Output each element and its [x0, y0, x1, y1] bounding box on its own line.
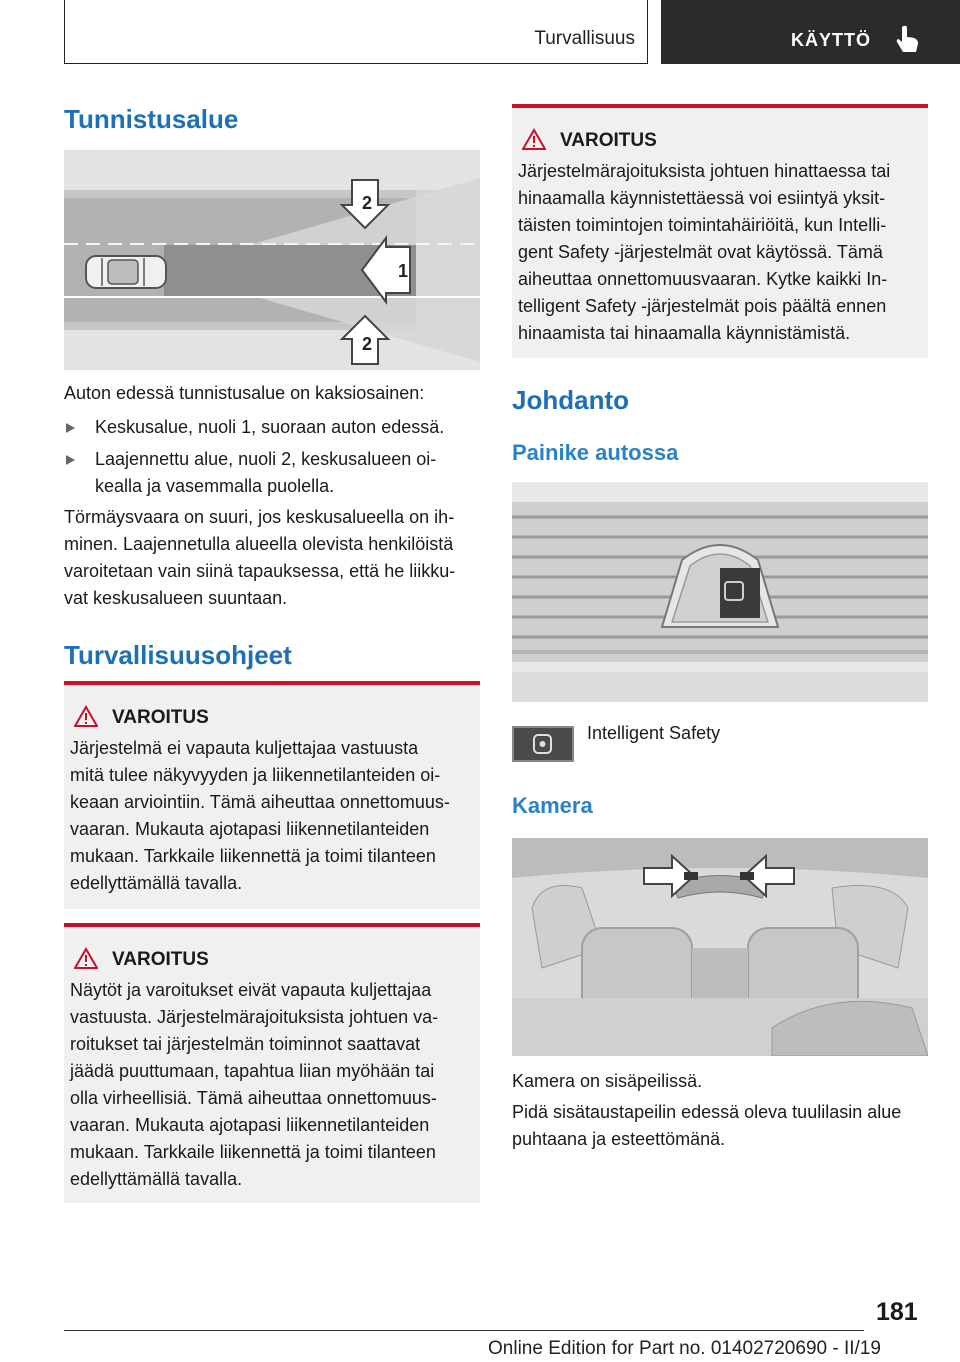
detection-area-diagram	[64, 150, 480, 370]
camera-text-1: Kamera on sisäpeilissä.	[512, 1071, 703, 1091]
warning-triangle-icon	[74, 705, 98, 727]
detection-area-figure	[64, 150, 480, 370]
detection-intro: Auton edessä tunnistusalue on kaksiosainen:	[64, 383, 425, 403]
camera-text-2: Pidä sisätaustapeilin edessä oleva tuulilasin alue puhtaana ja esteettömänä.	[512, 1102, 902, 1149]
footer-edition: Online Edition for Part no. 01402720690 - II/19	[488, 1338, 881, 1359]
camera-figure	[512, 838, 928, 1056]
page-number: 181	[876, 1298, 918, 1326]
warning-title: VAROITUS	[112, 949, 209, 970]
intelligent-safety-button-icon	[512, 726, 574, 762]
subtitle-camera: Kamera	[512, 793, 593, 818]
list-item: Keskusalue, nuoli 1, suoraan auton edessä.	[66, 414, 480, 441]
warning-title: VAROITUS	[112, 707, 209, 728]
arrow-label-center: 1	[397, 261, 409, 281]
button-in-car-figure	[512, 482, 928, 702]
warning-text: Järjestelmä ei vapauta kuljettajaa vastuusta mitä tulee näkyvyyden ja liikennetilanteiden oi- keaan arviointiin. Tämä aiheuttaa onnettomuus- vaaran. Mukauta ajotapasi liikennetilanteiden mukaan. Tarkkaile liikennettä ja toimi tilanteen edellyttämällä tavalla.	[70, 738, 450, 893]
section-title-safety: Turvallisuusohjeet	[64, 640, 292, 670]
warning-triangle-icon	[522, 128, 546, 150]
button-label: Intelligent Safety	[587, 723, 721, 743]
arrow-label-bottom: 2	[361, 334, 373, 354]
header-section-title: Turvallisuus	[534, 28, 635, 49]
bullet-triangle-icon	[66, 455, 75, 465]
section-title-detection: Tunnistusalue	[64, 104, 239, 134]
warning-box-1	[64, 681, 480, 909]
header-chapter-box	[661, 0, 960, 64]
warning-triangle-icon	[74, 947, 98, 969]
header-chapter-title: KÄYTTÖ	[791, 30, 871, 50]
subtitle-button: Painike autossa	[512, 440, 679, 465]
bullet-triangle-icon	[66, 423, 75, 433]
warning-box-3	[512, 104, 928, 358]
arrow-label-top: 2	[361, 193, 373, 213]
car-icon	[86, 256, 166, 288]
list-item: Laajennettu alue, nuoli 2, keskusalueen oi- kealla ja vasemmalla puolella.	[66, 446, 480, 500]
warning-text: Järjestelmärajoituksista johtuen hinattaessa tai hinaamalla käynnistettäessä voi esiintyä yksit- täisten toimintojen toimintahäiriöitä, kun Intelli- gent Safety -järjestelmät ovat käytössä. Tämä aiheuttaa onnettomuusvaaran. Kytke kaikki In- telligent Safety -järjestelmät pois päältä ennen hinaamista tai hinaamalla käynnistämistä.	[518, 161, 891, 343]
car-interior-illustration	[512, 838, 928, 1056]
hand-pointer-icon	[895, 24, 921, 54]
section-title-intro: Johdanto	[512, 385, 629, 415]
warning-box-2	[64, 923, 480, 1203]
warning-text: Näytöt ja varoitukset eivät vapauta kuljettajaa vastuusta. Järjestelmärajoituksista johtuen va- roitukset tai järjestelmän toiminnot saattavat jäädä puuttumaan, tapahtua liian myöhään tai olla virheellisiä. Tämä aiheuttaa onnettomuus- vaaran. Mukauta ajotapasi liikennetilanteiden mukaan. Tarkkaile liikennettä ja toimi tilanteen edellyttämällä tavalla.	[70, 980, 439, 1189]
header-section-box	[64, 0, 648, 64]
collision-paragraph: Törmäysvaara on suuri, jos keskusalueella on ih- minen. Laajennetulla alueella olevista henkilöistä varoitetaan vain siinä tapauksessa, että he liikku- vat keskusalueen suuntaan.	[64, 507, 456, 608]
dashboard-vents-illustration	[512, 482, 928, 702]
footer-divider	[64, 1330, 864, 1331]
warning-title: VAROITUS	[560, 130, 657, 151]
